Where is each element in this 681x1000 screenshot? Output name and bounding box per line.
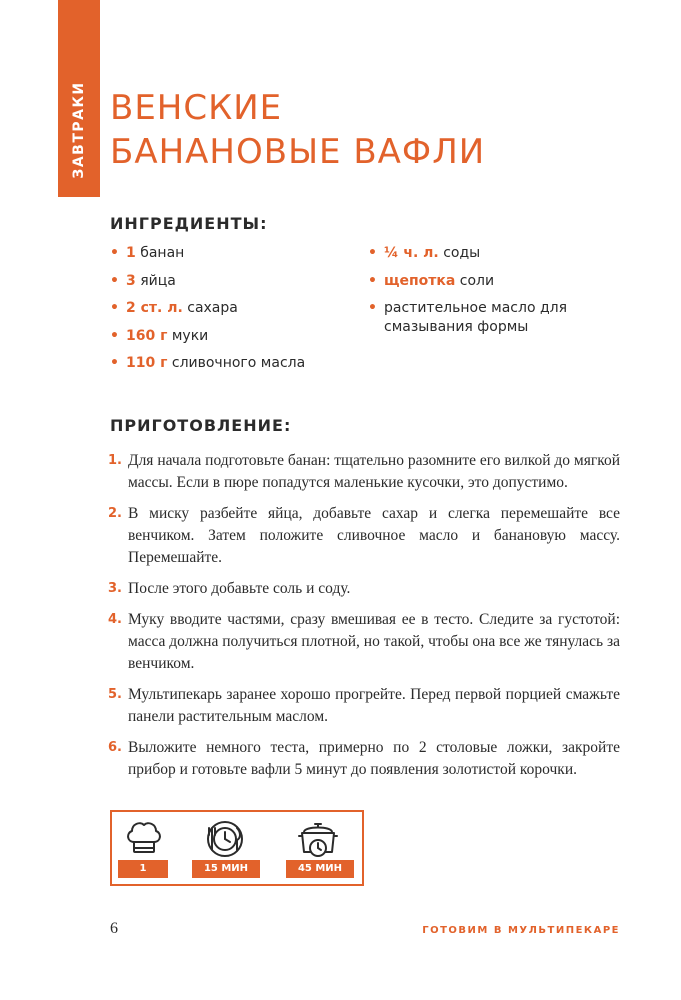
step-number: 4. [108,612,122,627]
ingredients-list-right [368,244,608,346]
step-item [108,609,620,675]
plate-clock-icon [204,818,246,860]
pot-timer-icon [296,818,340,862]
step-number: 3. [108,581,122,596]
ingredient-name: сахара [187,300,238,316]
cook-time-info [284,818,356,874]
ingredient-name: яйца [140,272,176,289]
ingredients-heading: ИНГРЕДИЕНТЫ: [110,214,268,233]
prep-time-label: 15 МИН [190,858,262,880]
ingredient-amount: 3 [126,272,136,289]
ingredient-item [110,327,360,346]
step-number: 2. [108,506,122,521]
ingredient-name: сливочного масла [171,355,306,371]
step-text: Мультипекарь заранее хорошо прогрейте. Перед первой порцией смажьте панели растительным маслом. [128,686,620,725]
step-item [108,450,620,494]
ingredients-list-left [110,244,360,382]
step-number: 1. [108,453,122,468]
servings-label: 1 [116,858,170,880]
section-tab-label: ЗАВТРАКИ [71,81,87,179]
preparation-heading: ПРИГОТОВЛЕНИЕ: [110,416,292,435]
ingredient-name: банан [140,245,185,261]
ingredient-item [110,299,360,318]
step-item [108,737,620,781]
step-number: 5. [108,687,122,702]
step-text: В миску разбейте яйца, добавьте сахар и слегка перемешайте все венчиком. Затем положите сливочное масло и банановую массу. Перемешайте. [128,505,620,566]
ingredient-amount: 1 [126,245,136,261]
servings-info [116,818,172,874]
step-item [108,503,620,569]
ingredient-amount: 2 ст. л. [126,300,183,316]
section-tab [58,0,100,197]
step-text: После этого добавьте соль и соду. [128,580,351,597]
ingredient-item [368,299,608,337]
prep-time-info [190,818,262,874]
ingredient-item [368,244,608,263]
ingredient-name: муки [171,327,209,344]
ingredient-name: соды [443,245,481,261]
page-number: 6 [110,920,118,937]
ingredient-item [110,244,360,263]
cook-time-label: 45 МИН [284,858,356,880]
recipe-title-line2: БАНАНОВЫЕ ВАФЛИ [110,132,486,172]
step-text: Для начала подготовьте банан: тщательно разомните его вилкой до мягкой массы. Если в пюре попадутся маленькие кусочки, это допустимо. [128,452,620,491]
recipe-info-box [110,810,364,886]
step-text: Муку вводите частями, сразу вмешивая ее в тесто. Следите за густотой: масса должна получиться плотной, но такой, чтобы она все же тянулась за венчиком. [128,611,620,672]
ingredient-item [110,272,360,291]
recipe-title-line1: ВЕНСКИЕ [110,88,283,128]
ingredient-amount: 160 г [126,327,168,344]
step-item [108,684,620,728]
ingredient-item [110,354,360,373]
book-title: ГОТОВИМ В МУЛЬТИПЕКАРЕ [422,925,620,936]
ingredient-item [368,272,608,291]
step-number: 6. [108,740,122,755]
ingredient-name: соли [459,272,495,289]
step-text: Выложите немного теста, примерно по 2 столовые ложки, закройте прибор и готовьте вафли 5 минут до появления золотистой корочки. [128,739,620,778]
chef-hat-icon [124,818,164,860]
recipe-title [110,86,650,174]
ingredient-amount: 110 г [126,355,168,371]
ingredient-amount: щепотка [384,272,456,289]
preparation-steps [108,450,620,790]
step-item [108,578,620,600]
ingredient-name: растительное масло для смазывания формы [384,300,568,335]
ingredient-amount: ¼ ч. л. [384,245,439,261]
